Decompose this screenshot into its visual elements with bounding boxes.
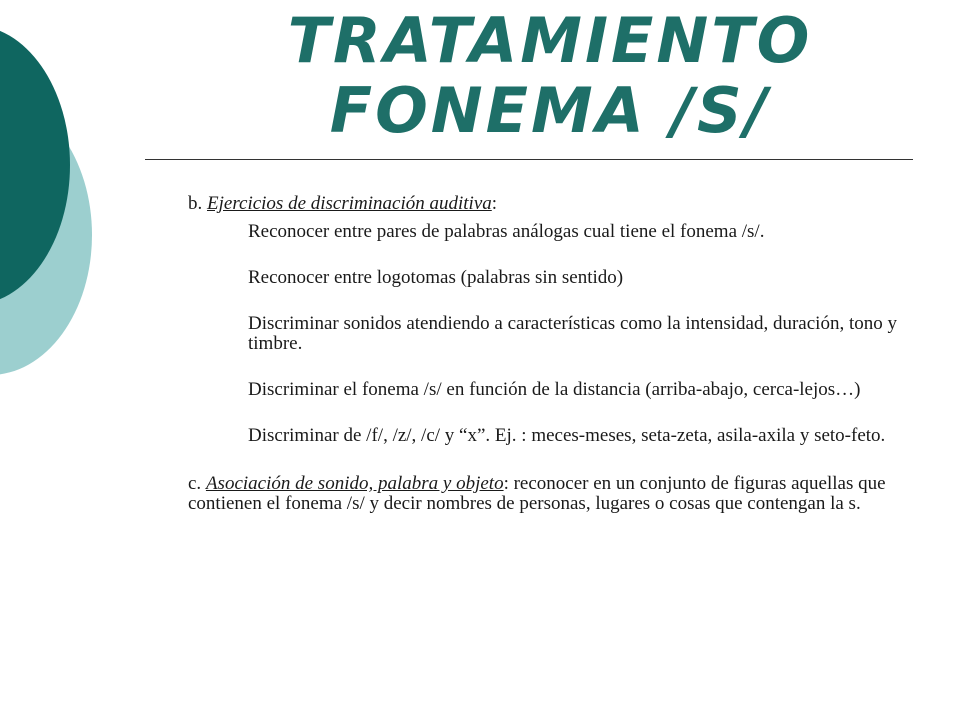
section-b-heading [188,194,898,214]
section-b-prefix: b. [188,193,207,214]
slide-body [188,194,898,514]
exercise-item: Discriminar sonidos atendiendo a características como la intensidad, duración, tono y timbre. [248,313,897,354]
section-c-paragraph [188,474,898,514]
section-b-title: Ejercicios de discriminación auditiva [207,193,492,214]
exercise-item: Reconocer entre logotomas (palabras sin sentido) [248,267,624,288]
exercise-item: Reconocer entre pares de palabras análogas cual tiene el fonema /s/. [248,221,765,242]
exercise-item: Discriminar el fonema /s/ en función de la distancia (arriba-abajo, cerca-lejos…) [248,379,861,400]
section-b-suffix: : [491,193,498,214]
section-c-text: : reconocer en un conjunto de figuras aquellas que contienen el fonema /s/ y decir nombres de personas, lugares o cosas que contengan la s. [188,473,886,514]
decorative-circles [0,0,120,400]
section-c-prefix: c. [188,473,206,494]
exercise-item: Discriminar de /f/, /z/, /c/ y “x”. Ej. : meces-meses, seta-zeta, asila-axila y seto-feto. [248,425,886,446]
title-line-1: TRATAMIENTO [287,4,813,77]
title-line-2: FONEMA /S/ [329,74,771,147]
section-c-title: Asociación de sonido, palabra y objeto [205,473,504,494]
slide-title [200,6,900,146]
title-divider [145,159,913,160]
